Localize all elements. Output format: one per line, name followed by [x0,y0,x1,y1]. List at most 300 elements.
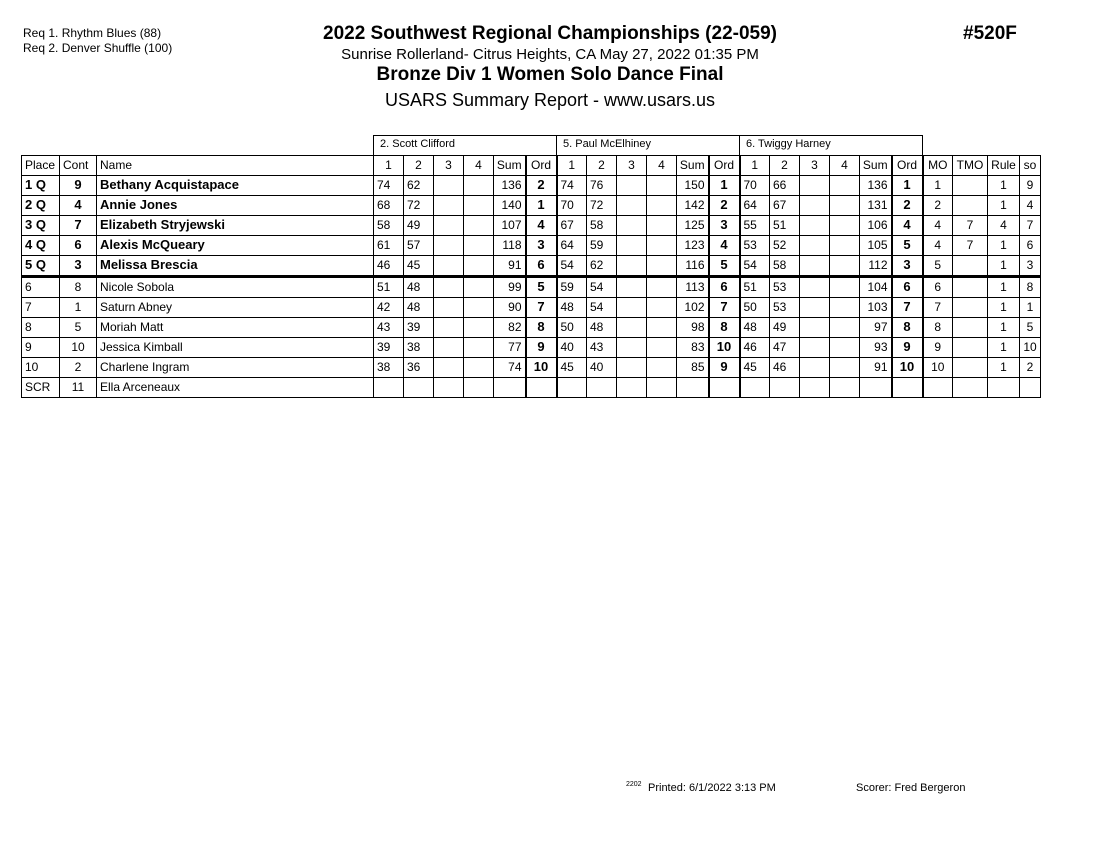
score-2-cell: 54 [587,297,617,317]
score-3-cell [434,357,464,377]
tmo-cell [953,255,988,276]
col-header-score-3: 3 [434,155,464,175]
result-row [22,337,1041,357]
col-header-cont: Cont [60,155,97,175]
score-2-cell: 47 [770,337,800,357]
ordinal-cell: 9 [526,337,557,357]
score-3-cell [617,337,647,357]
rule-cell: 4 [988,215,1020,235]
sum-cell: 118 [494,235,526,255]
score-3-cell [617,255,647,276]
score-4-cell [464,276,494,297]
score-2-cell: 72 [404,195,434,215]
contestant-number-cell: 6 [60,235,97,255]
ordinal-cell: 5 [526,276,557,297]
col-header-score-2: 2 [404,155,434,175]
place-cell: 7 [22,297,60,317]
so-cell: 10 [1020,337,1041,357]
contestant-number-cell: 9 [60,175,97,195]
ordinal-cell: 3 [709,215,740,235]
ordinal-cell: 7 [526,297,557,317]
score-3-cell [434,195,464,215]
score-3-cell [617,377,647,397]
result-row [22,276,1041,297]
skater-name-cell: Alexis McQueary [97,235,374,255]
score-1-cell: 53 [740,235,770,255]
result-row [22,215,1041,235]
col-header-rule: Rule [988,155,1020,175]
score-4-cell [647,195,677,215]
mo-cell: 4 [923,215,953,235]
score-4-cell [647,337,677,357]
score-1-cell: 45 [557,357,587,377]
score-4-cell [647,377,677,397]
sum-cell: 150 [677,175,709,195]
ordinal-cell: 1 [892,175,923,195]
score-4-cell [647,297,677,317]
col-header-score-3: 3 [800,155,830,175]
place-cell: 10 [22,357,60,377]
ordinal-cell [526,377,557,397]
score-1-cell: 74 [557,175,587,195]
judge-3-name: 6. Twiggy Harney [740,136,923,156]
sum-cell: 136 [860,175,892,195]
so-cell: 2 [1020,357,1041,377]
col-header-sum: Sum [494,155,526,175]
sum-cell: 136 [494,175,526,195]
score-3-cell [800,175,830,195]
score-4-cell [647,317,677,337]
results-table [21,135,1041,398]
rule-cell: 1 [988,235,1020,255]
score-2-cell [404,377,434,397]
score-4-cell [830,337,860,357]
rule-cell: 1 [988,337,1020,357]
score-1-cell: 48 [557,297,587,317]
mo-cell: 9 [923,337,953,357]
score-2-cell: 48 [587,317,617,337]
tmo-cell: 7 [953,235,988,255]
score-2-cell: 53 [770,297,800,317]
contestant-number-cell: 3 [60,255,97,276]
score-1-cell [374,377,404,397]
ordinal-cell: 7 [892,297,923,317]
result-row [22,317,1041,337]
sum-cell: 103 [860,297,892,317]
tmo-cell [953,195,988,215]
score-2-cell: 49 [770,317,800,337]
ordinal-cell: 6 [709,276,740,297]
col-header-score-2: 2 [587,155,617,175]
requirement-1: Req 1. Rhythm Blues (88) [23,26,162,40]
ordinal-cell: 10 [526,357,557,377]
tmo-cell: 7 [953,215,988,235]
mo-cell: 1 [923,175,953,195]
score-4-cell [464,297,494,317]
place-cell: 8 [22,317,60,337]
so-cell: 1 [1020,297,1041,317]
skater-name-cell: Jessica Kimball [97,337,374,357]
tmo-cell [953,297,988,317]
score-3-cell [434,215,464,235]
score-4-cell [647,255,677,276]
ordinal-cell: 7 [709,297,740,317]
sum-cell: 83 [677,337,709,357]
contestant-number-cell: 5 [60,317,97,337]
mo-cell [923,377,953,397]
score-1-cell: 51 [374,276,404,297]
sum-cell: 142 [677,195,709,215]
contestant-number-cell: 11 [60,377,97,397]
sum-cell: 90 [494,297,526,317]
ordinal-cell: 3 [892,255,923,276]
so-cell: 4 [1020,195,1041,215]
score-3-cell [434,276,464,297]
ordinal-cell: 4 [526,215,557,235]
score-2-cell: 66 [770,175,800,195]
result-row [22,357,1041,377]
sum-cell: 116 [677,255,709,276]
skater-name-cell: Bethany Acquistapace [97,175,374,195]
score-3-cell [800,235,830,255]
col-header-so: so [1020,155,1041,175]
rule-cell: 1 [988,357,1020,377]
judge-1-name: 2. Scott Clifford [374,136,557,156]
ordinal-cell: 2 [892,195,923,215]
tmo-cell [953,337,988,357]
score-2-cell: 72 [587,195,617,215]
score-1-cell: 51 [740,276,770,297]
score-1-cell: 64 [740,195,770,215]
score-1-cell: 67 [557,215,587,235]
score-1-cell: 50 [557,317,587,337]
place-cell: 5 Q [22,255,60,276]
rule-cell: 1 [988,255,1020,276]
score-4-cell [647,276,677,297]
ordinal-cell [892,377,923,397]
score-4-cell [830,255,860,276]
result-row [22,235,1041,255]
ordinal-cell: 9 [709,357,740,377]
score-3-cell [617,357,647,377]
sum-cell [677,377,709,397]
scorer-name: Scorer: Fred Bergeron [856,782,966,794]
report-name: USARS Summary Report - www.usars.us [384,90,716,110]
score-3-cell [800,276,830,297]
requirement-2: Req 2. Denver Shuffle (100) [23,41,173,55]
sum-cell: 74 [494,357,526,377]
score-4-cell [830,195,860,215]
rule-cell: 1 [988,317,1020,337]
score-3-cell [617,317,647,337]
place-cell: 1 Q [22,175,60,195]
score-4-cell [464,215,494,235]
tmo-cell [953,175,988,195]
score-2-cell: 58 [770,255,800,276]
score-1-cell: 46 [740,337,770,357]
col-header-score-3: 3 [617,155,647,175]
ordinal-cell: 5 [892,235,923,255]
so-cell: 9 [1020,175,1041,195]
result-row [22,297,1041,317]
rule-cell: 1 [988,276,1020,297]
score-4-cell [830,175,860,195]
sum-cell: 125 [677,215,709,235]
score-3-cell [617,215,647,235]
result-row [22,377,1041,397]
score-4-cell [830,235,860,255]
ordinal-cell: 8 [526,317,557,337]
sum-cell: 85 [677,357,709,377]
sum-cell: 97 [860,317,892,337]
so-cell: 8 [1020,276,1041,297]
score-1-cell: 45 [740,357,770,377]
sum-cell: 93 [860,337,892,357]
sum-cell: 98 [677,317,709,337]
place-cell: SCR [22,377,60,397]
score-3-cell [800,337,830,357]
score-1-cell: 54 [740,255,770,276]
score-3-cell [434,377,464,397]
score-2-cell: 57 [404,235,434,255]
col-header-place: Place [22,155,60,175]
score-4-cell [830,276,860,297]
score-1-cell: 70 [740,175,770,195]
mo-cell: 7 [923,297,953,317]
so-cell: 5 [1020,317,1041,337]
sum-cell: 107 [494,215,526,235]
score-4-cell [464,377,494,397]
score-1-cell: 59 [557,276,587,297]
col-header-score-1: 1 [740,155,770,175]
competition-title: 2022 Southwest Regional Championships (22-059) [323,23,777,44]
score-2-cell: 48 [404,276,434,297]
score-3-cell [800,195,830,215]
col-header-mo: MO [923,155,953,175]
score-1-cell: 55 [740,215,770,235]
ordinal-cell: 9 [892,337,923,357]
score-3-cell [434,297,464,317]
col-header-sum: Sum [860,155,892,175]
score-4-cell [830,357,860,377]
skater-name-cell: Annie Jones [97,195,374,215]
score-1-cell: 46 [374,255,404,276]
score-2-cell: 54 [587,276,617,297]
score-3-cell [617,175,647,195]
tmo-cell [953,357,988,377]
score-2-cell [770,377,800,397]
col-header-score-4: 4 [647,155,677,175]
sum-cell [494,377,526,397]
results-body [22,175,1041,397]
judge-header-row [22,136,1041,156]
score-1-cell: 40 [557,337,587,357]
score-3-cell [800,297,830,317]
tmo-cell [953,317,988,337]
score-1-cell: 43 [374,317,404,337]
result-row [22,175,1041,195]
ordinal-cell: 10 [892,357,923,377]
skater-name-cell: Nicole Sobola [97,276,374,297]
column-header-row [22,155,1041,175]
score-2-cell [587,377,617,397]
score-4-cell [464,235,494,255]
score-4-cell [464,317,494,337]
score-3-cell [800,255,830,276]
sum-cell: 104 [860,276,892,297]
score-2-cell: 36 [404,357,434,377]
contestant-number-cell: 4 [60,195,97,215]
sum-cell: 105 [860,235,892,255]
event-number: #520F [963,23,1017,44]
rule-cell: 1 [988,297,1020,317]
skater-name-cell: Moriah Matt [97,317,374,337]
mo-cell: 4 [923,235,953,255]
ordinal-cell: 2 [709,195,740,215]
score-2-cell: 46 [770,357,800,377]
score-1-cell: 74 [374,175,404,195]
ordinal-cell: 6 [526,255,557,276]
col-header-tmo: TMO [953,155,988,175]
score-2-cell: 58 [587,215,617,235]
place-cell: 2 Q [22,195,60,215]
so-cell: 7 [1020,215,1041,235]
skater-name-cell: Saturn Abney [97,297,374,317]
score-2-cell: 52 [770,235,800,255]
score-3-cell [434,255,464,276]
venue-line: Sunrise Rollerland- Citrus Heights, CA May 27, 2022 01:35 PM [341,46,759,63]
ordinal-cell: 4 [892,215,923,235]
sum-cell: 112 [860,255,892,276]
sum-cell: 82 [494,317,526,337]
col-header-score-2: 2 [770,155,800,175]
score-2-cell: 48 [404,297,434,317]
sum-cell: 113 [677,276,709,297]
sum-cell: 123 [677,235,709,255]
contestant-number-cell: 7 [60,215,97,235]
ordinal-cell [709,377,740,397]
score-1-cell [740,377,770,397]
ordinal-cell: 8 [709,317,740,337]
contestant-number-cell: 8 [60,276,97,297]
col-header-ord: Ord [892,155,923,175]
score-2-cell: 62 [587,255,617,276]
sum-cell: 140 [494,195,526,215]
col-header-score-4: 4 [830,155,860,175]
rule-cell: 1 [988,195,1020,215]
score-2-cell: 40 [587,357,617,377]
score-2-cell: 67 [770,195,800,215]
sum-cell: 131 [860,195,892,215]
score-2-cell: 49 [404,215,434,235]
score-4-cell [464,255,494,276]
score-1-cell: 48 [740,317,770,337]
contestant-number-cell: 10 [60,337,97,357]
place-cell: 6 [22,276,60,297]
score-3-cell [617,235,647,255]
place-cell: 3 Q [22,215,60,235]
mo-cell: 5 [923,255,953,276]
score-1-cell: 58 [374,215,404,235]
col-header-score-1: 1 [557,155,587,175]
so-cell: 3 [1020,255,1041,276]
result-row [22,195,1041,215]
sum-cell: 91 [860,357,892,377]
sum-cell: 91 [494,255,526,276]
sum-cell: 99 [494,276,526,297]
score-3-cell [617,195,647,215]
ordinal-cell: 4 [709,235,740,255]
score-4-cell [464,175,494,195]
printed-timestamp: Printed: 6/1/2022 3:13 PM [648,782,776,794]
score-3-cell [800,377,830,397]
score-4-cell [464,337,494,357]
score-3-cell [434,235,464,255]
score-4-cell [830,377,860,397]
rule-cell: 1 [988,175,1020,195]
ordinal-cell: 8 [892,317,923,337]
score-3-cell [434,337,464,357]
skater-name-cell: Elizabeth Stryjewski [97,215,374,235]
score-1-cell: 68 [374,195,404,215]
place-cell: 4 Q [22,235,60,255]
sum-cell: 106 [860,215,892,235]
score-4-cell [647,215,677,235]
score-4-cell [830,215,860,235]
score-1-cell: 38 [374,357,404,377]
ordinal-cell: 1 [526,195,557,215]
tmo-cell [953,276,988,297]
col-header-ord: Ord [526,155,557,175]
tmo-cell [953,377,988,397]
ordinal-cell: 6 [892,276,923,297]
score-2-cell: 53 [770,276,800,297]
score-1-cell: 50 [740,297,770,317]
ordinal-cell: 3 [526,235,557,255]
col-header-ord: Ord [709,155,740,175]
result-row [22,255,1041,276]
mo-cell: 10 [923,357,953,377]
mo-cell: 6 [923,276,953,297]
score-2-cell: 62 [404,175,434,195]
sum-cell: 102 [677,297,709,317]
sum-cell: 77 [494,337,526,357]
score-1-cell: 39 [374,337,404,357]
score-2-cell: 76 [587,175,617,195]
score-2-cell: 39 [404,317,434,337]
score-1-cell: 70 [557,195,587,215]
contestant-number-cell: 2 [60,357,97,377]
score-3-cell [800,357,830,377]
skater-name-cell: Charlene Ingram [97,357,374,377]
score-4-cell [647,175,677,195]
score-2-cell: 43 [587,337,617,357]
score-4-cell [830,317,860,337]
so-cell [1020,377,1041,397]
score-3-cell [434,175,464,195]
score-3-cell [617,297,647,317]
score-1-cell: 42 [374,297,404,317]
score-3-cell [617,276,647,297]
score-1-cell: 54 [557,255,587,276]
mo-cell: 2 [923,195,953,215]
score-3-cell [800,317,830,337]
score-3-cell [434,317,464,337]
contestant-number-cell: 1 [60,297,97,317]
score-4-cell [647,235,677,255]
score-3-cell [800,215,830,235]
col-header-sum: Sum [677,155,709,175]
